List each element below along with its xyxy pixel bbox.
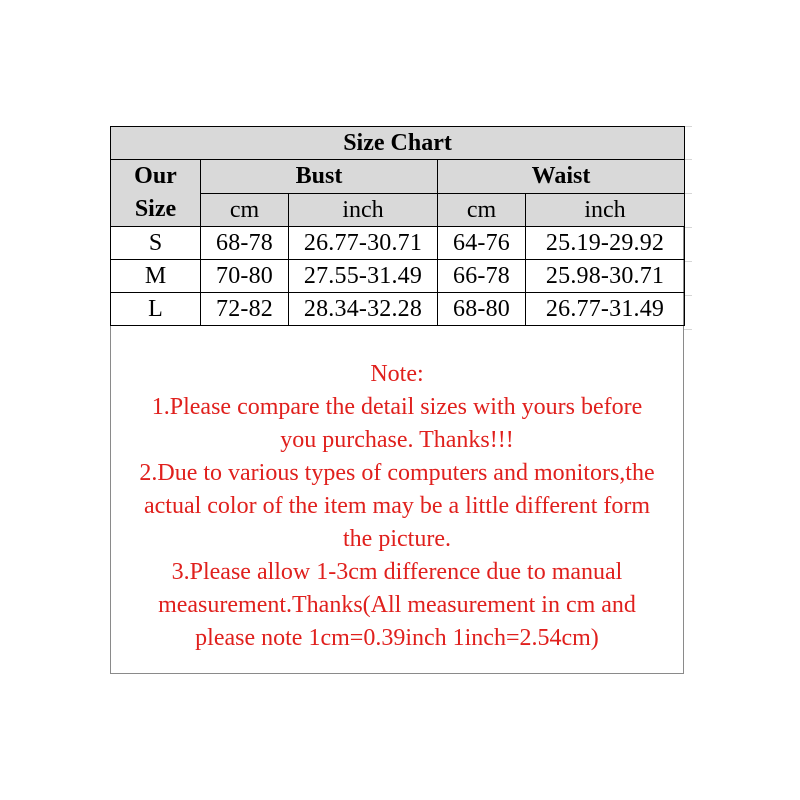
bust-cm-cell: 68-78 bbox=[201, 227, 289, 260]
note-item-2: 2.Due to various types of computers and monitors,the actual color of the item may be a little different form the picture. bbox=[139, 460, 655, 552]
waist-cm-cell: 66-78 bbox=[438, 260, 526, 293]
waist-header: Waist bbox=[438, 160, 685, 194]
our-size-header: Our Size bbox=[111, 160, 201, 227]
table-row bbox=[111, 260, 685, 293]
waist-inch-cell: 25.98-30.71 bbox=[526, 260, 685, 293]
bust-inch-cell: 26.77-30.71 bbox=[289, 227, 438, 260]
bust-header: Bust bbox=[201, 160, 438, 194]
title-row bbox=[111, 127, 685, 160]
table-row bbox=[111, 293, 685, 326]
bust-cm-cell: 70-80 bbox=[201, 260, 289, 293]
grid-line bbox=[684, 261, 692, 262]
grid-line bbox=[684, 329, 692, 330]
grid-line bbox=[684, 295, 692, 296]
waist-inch-cell: 25.19-29.92 bbox=[526, 227, 685, 260]
grid-line bbox=[684, 193, 692, 194]
size-cell: M bbox=[111, 260, 201, 293]
grid-line bbox=[684, 159, 692, 160]
waist-inch-cell: 26.77-31.49 bbox=[526, 293, 685, 326]
waist-cm-cell: 64-76 bbox=[438, 227, 526, 260]
size-chart-table bbox=[110, 126, 685, 326]
note-item-1: 1.Please compare the detail sizes with yours before you purchase. Thanks!!! bbox=[151, 394, 643, 453]
unit-bust-cm: cm bbox=[201, 193, 289, 227]
bust-inch-cell: 28.34-32.28 bbox=[289, 293, 438, 326]
unit-bust-inch: inch bbox=[289, 193, 438, 227]
bust-inch-cell: 27.55-31.49 bbox=[289, 260, 438, 293]
table-row bbox=[111, 227, 685, 260]
size-cell: L bbox=[111, 293, 201, 326]
size-cell: S bbox=[111, 227, 201, 260]
grid-line bbox=[684, 227, 692, 228]
note-heading: Note: bbox=[370, 361, 424, 387]
table-title: Size Chart bbox=[111, 127, 685, 160]
grid-line bbox=[684, 126, 692, 127]
note-item-3: 3.Please allow 1-3cm difference due to manual measurement.Thanks(All measurement in cm and please note 1cm=0.39inch 1inch=2.54cm) bbox=[158, 559, 636, 651]
bust-cm-cell: 72-82 bbox=[201, 293, 289, 326]
unit-waist-inch: inch bbox=[526, 193, 685, 227]
header-row bbox=[111, 160, 685, 194]
note-block bbox=[110, 358, 684, 655]
unit-waist-cm: cm bbox=[438, 193, 526, 227]
waist-cm-cell: 68-80 bbox=[438, 293, 526, 326]
